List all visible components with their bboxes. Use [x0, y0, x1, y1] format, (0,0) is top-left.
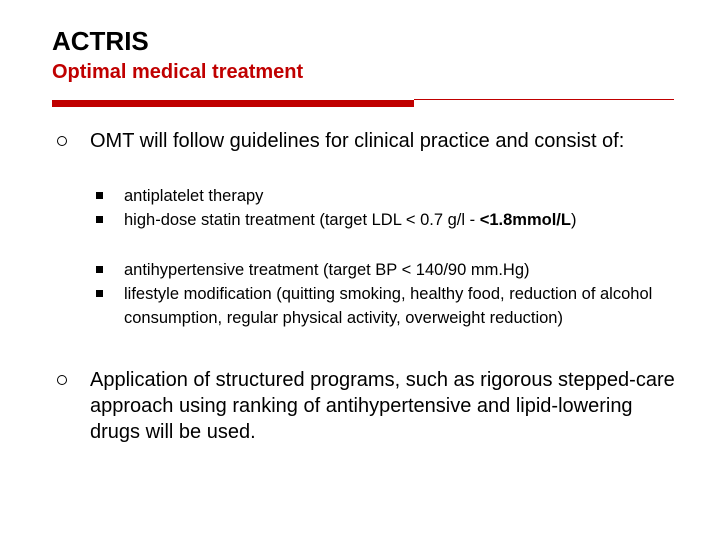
subpoint-1-text: antiplatelet therapy [124, 187, 264, 205]
subpoint-2-text-after: ) [570, 211, 577, 229]
title-rule-thick [52, 100, 414, 107]
square-bullet-icon [96, 192, 103, 199]
square-bullet-icon [96, 290, 103, 297]
ring-bullet-icon [57, 136, 67, 146]
ring-bullet-icon [57, 375, 67, 385]
slide-title: ACTRIS [52, 26, 149, 56]
square-bullet-icon [96, 216, 103, 223]
subpoint-2-text-bold: <1.8mmol/L [479, 211, 571, 229]
subpoint-2-text-before: high-dose statin treatment (target LDL < 0.7 g/l - [124, 211, 480, 229]
point-2-text: Application of structured programs, such as rigorous stepped-care approach using ranking of antihypertensive and lipid-lowering drugs will be used. [90, 369, 675, 443]
square-bullet-icon [96, 266, 103, 273]
subpoint-4-text: lifestyle modification (quitting smoking, healthy food, reduction of alcohol consumption, regular physical activity, overweight reduction) [124, 285, 653, 327]
subpoint-3-text: antihypertensive treatment (target BP < 140/90 mm.Hg) [124, 261, 530, 279]
title-rule-thin [414, 99, 674, 100]
point-1-text: OMT will follow guidelines for clinical practice and consist of: [90, 130, 625, 152]
slide-subtitle: Optimal medical treatment [52, 61, 304, 83]
subpoint-2-text [124, 208, 674, 232]
